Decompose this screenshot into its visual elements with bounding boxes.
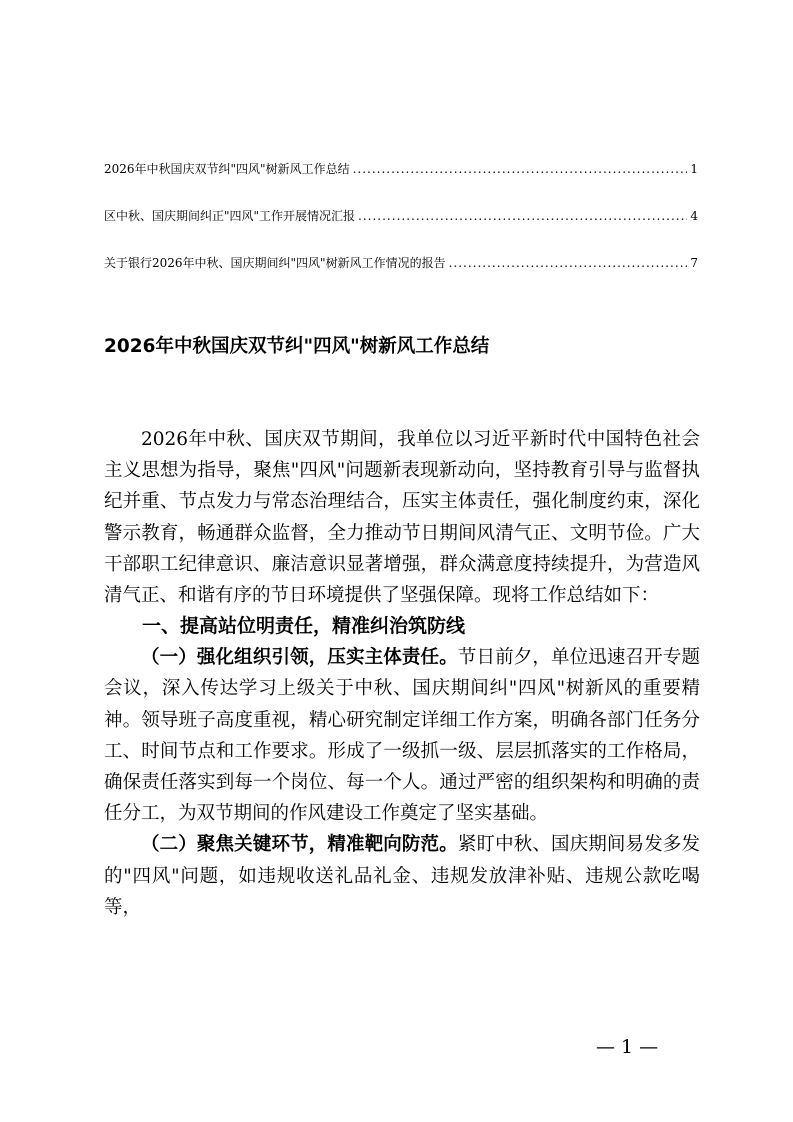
table-of-contents [104, 160, 698, 301]
toc-entry-title: 关于银行2026年中秋、国庆期间纠"四风"树新风工作情况的报告 [104, 256, 446, 270]
document-title: 2026年中秋国庆双节纠"四风"树新风工作总结 [104, 336, 490, 357]
paragraph-lead: （一）强化组织引领，压实主体责任。 [141, 647, 458, 669]
section-heading: 一、提高站位明责任，精准纠治筑防线 [142, 615, 466, 638]
toc-entry[interactable] [104, 160, 698, 184]
toc-entry-title: 区中秋、国庆期间纠正"四风"工作开展情况汇报 [104, 209, 356, 223]
toc-dot-leader [358, 209, 687, 223]
toc-dot-leader [353, 162, 688, 176]
toc-entry[interactable] [104, 207, 698, 231]
page-number: — 1 — [596, 1036, 659, 1058]
toc-entry-page: 4 [690, 209, 698, 223]
paragraph-lead: （二）聚焦关键环节，精准靶向防范。 [141, 834, 458, 856]
toc-entry-title: 2026年中秋国庆双节纠"四风"树新风工作总结 [104, 162, 350, 176]
paragraph-text: 紧盯中秋、国庆期间易发多发的"四风"问题，如违规收送礼品礼金、违规发放津补贴、违规公款吃喝等， [104, 834, 700, 918]
intro-paragraph: 2026年中秋、国庆双节期间，我单位以习近平新时代中国特色社会主义思想为指导，聚焦"四风"问题新表现新动向，坚持教育引导与监督执纪并重、节点发力与常态治理结合，压实主体责任，强化制度约束，深化警示教育，畅通群众监督，全力推动节日期间风清气正、文明节俭。广大干部职工纪律意识、廉洁意识显著增强，群众满意度持续提升，为营造风清气正、和谐有序的节日环境提供了坚强保障。现将工作总结如下： [104, 429, 700, 607]
toc-dot-leader [449, 256, 688, 270]
toc-entry-page: 7 [690, 256, 698, 270]
body-paragraph [104, 829, 700, 923]
document-body [104, 424, 700, 923]
body-paragraph [104, 642, 700, 829]
toc-entry[interactable] [104, 254, 698, 278]
toc-entry-page: 1 [690, 162, 698, 176]
paragraph-text: 节日前夕，单位迅速召开专题会议，深入传达学习上级关于中秋、国庆期间纠"四风"树新风的重要精神。领导班子高度重视，精心研究制定详细工作方案，明确各部门任务分工、时间节点和工作要求。形成了一级抓一级、层层抓落实的工作格局，确保责任落实到每一个岗位、每一个人。通过严密的组织架构和明确的责任分工，为双节期间的作风建设工作奠定了坚实基础。 [104, 647, 700, 825]
